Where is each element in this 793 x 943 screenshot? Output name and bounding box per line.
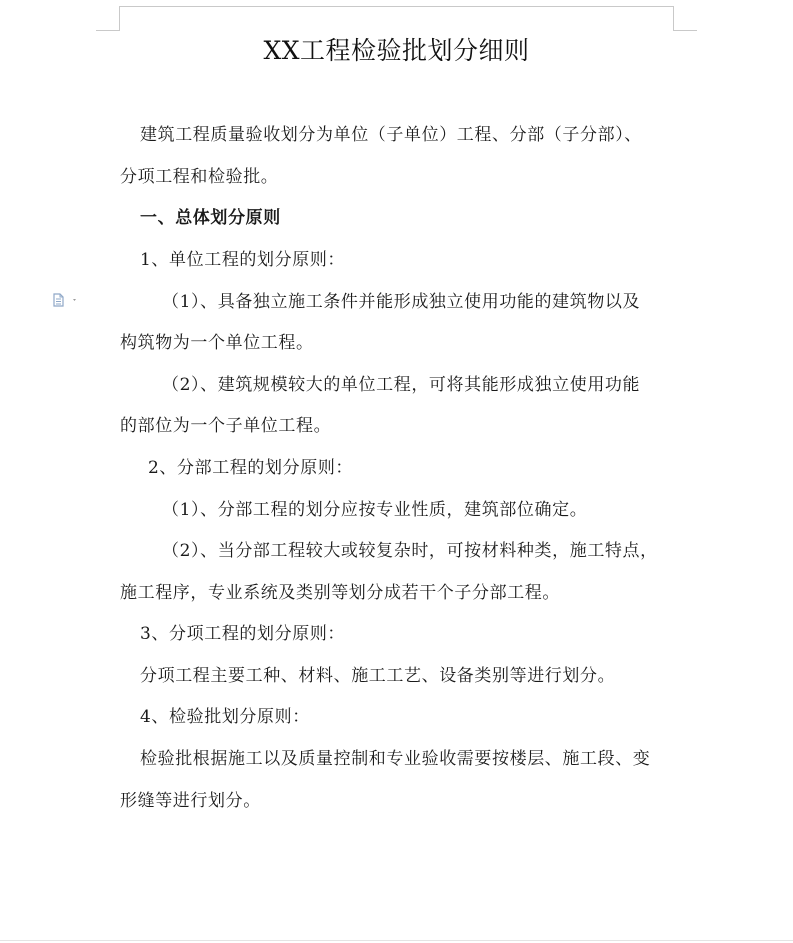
unit-item-1-line-1[interactable]: （1）、具备独立施工条件并能形成独立使用功能的建筑物以及	[162, 292, 641, 312]
section-heading-overall-principles[interactable]: 一、总体划分原则	[140, 208, 281, 228]
page-corner-mark-right	[673, 0, 697, 31]
page-corner-mark-left	[96, 0, 120, 31]
inspection-lot-line-1[interactable]: 检验批根据施工以及质量控制和专业验收需要按楼层、施工段、变	[140, 749, 651, 769]
unit-project-heading[interactable]: 1、单位工程的划分原则：	[140, 250, 346, 270]
intro-line-1[interactable]: 建筑工程质量验收划分为单位（子单位）工程、分部（子分部）、	[140, 125, 642, 145]
division-item-1[interactable]: （1）、分部工程的划分应按专业性质，建筑部位确定。	[162, 500, 588, 520]
unit-item-1-line-2[interactable]: 构筑物为一个单位工程。	[120, 333, 314, 353]
document-title[interactable]: XX工程检验批划分细则	[263, 36, 530, 65]
chevron-down-icon	[73, 299, 76, 301]
inspection-lot-line-2[interactable]: 形缝等进行划分。	[120, 791, 261, 811]
page-bottom-edge	[0, 940, 793, 941]
division-project-heading[interactable]: 2、分部工程的划分原则：	[148, 458, 354, 478]
subitem-project-heading[interactable]: 3、分项工程的划分原则：	[140, 624, 346, 644]
page-top-rule	[120, 6, 673, 7]
inspection-lot-heading[interactable]: 4、检验批划分原则：	[140, 707, 310, 727]
intro-line-2[interactable]: 分项工程和检验批。	[120, 167, 279, 187]
subitem-project-text[interactable]: 分项工程主要工种、材料、施工工艺、设备类别等进行划分。	[140, 666, 616, 686]
document-icon[interactable]	[53, 292, 79, 306]
division-item-2-line-1[interactable]: （2）、当分部工程较大或较复杂时，可按材料种类，施工特点，	[162, 541, 658, 561]
unit-item-2-line-1[interactable]: （2）、建筑规模较大的单位工程，可将其能形成独立使用功能	[162, 375, 641, 395]
division-item-2-line-2[interactable]: 施工程序，专业系统及类别等划分成若干个子分部工程。	[120, 583, 560, 603]
unit-item-2-line-2[interactable]: 的部位为一个子单位工程。	[120, 416, 332, 436]
